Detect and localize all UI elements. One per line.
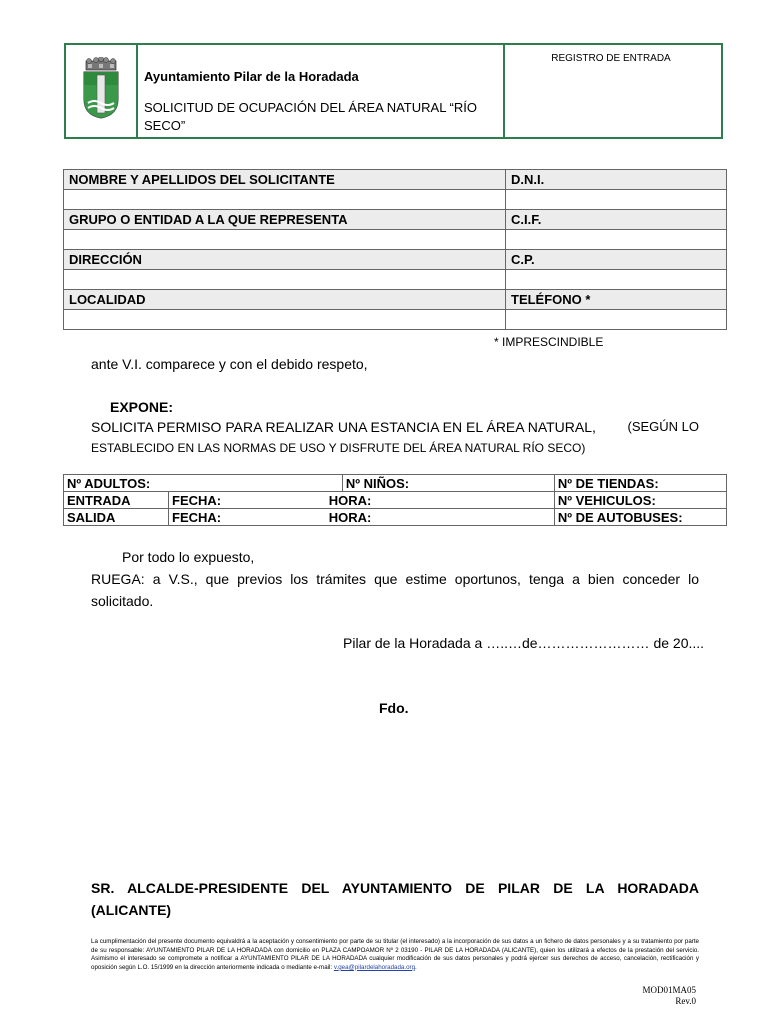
document-revision: Rev.0 <box>675 996 696 1006</box>
entry-time-label: HORA: <box>328 492 372 508</box>
exit-time-label: HORA: <box>328 509 372 525</box>
cif-field[interactable] <box>506 230 727 250</box>
registro-entrada-label: REGISTRO DE ENTRADA <box>551 53 671 64</box>
applicant-table <box>63 169 727 330</box>
ruega-line2: solicitado. <box>91 593 154 609</box>
coat-of-arms-icon <box>80 57 122 119</box>
cp-label: C.P. <box>506 250 727 270</box>
ruega-line1: RUEGA: a V.S., que previos los trámites que estime oportunos, tenga a bien conceder lo <box>91 571 699 587</box>
phone-label: TELÉFONO * <box>506 290 727 310</box>
legal-text: La cumplimentación del presente documento equivaldrá a la aceptación y consentimiento por parte de su titular (el interesado) a la incorporación de sus datos a un fichero de datos personales y a su tratamiento por parte de su responsable: AYUNTAMIENTO PILAR DE LA HORADADA con domicilio en PLAZA CAMPOAMOR Nº 2 03190 - PILAR DE LA HORADADA (ALICANTE), quien los utilizará a efectos de la prestación del servicio. Asimismo el interesado se compromete a notificar a AYUNTAMIENTO PILAR DE LA HORADADA cualquier modificación de sus datos personales y podrá ejercer sus derechos de acceso, cancelación, rectificación y oposición según L.O. 15/1999 en la dirección anteriormente indicada o mediante e-mail: <box>91 938 699 971</box>
cp-field[interactable] <box>506 270 727 290</box>
addressee-line1: SR. ALCALDE-PRESIDENTE DEL AYUNTAMIENTO DE PILAR DE LA HORADADA <box>91 880 699 896</box>
buses-field[interactable]: Nº DE AUTOBUSES: <box>554 509 726 526</box>
entry-date-label: FECHA: <box>172 492 222 508</box>
adults-field[interactable]: Nº ADULTOS: <box>64 475 343 492</box>
stay-table <box>63 474 727 526</box>
place-date-line[interactable]: Pilar de la Horadada a …..…de…………………… de 20.... <box>343 635 705 651</box>
expone-paren-end: ESTABLECIDO EN LAS NORMAS DE USO Y DISFRUTE DEL ÁREA NATURAL RÍO SECO) <box>91 441 586 455</box>
entry-label: ENTRADA <box>64 492 169 509</box>
legal-email-link[interactable]: v.gea@pilardelahoradada.org <box>333 963 416 971</box>
address-label: DIRECCIÓN <box>64 250 506 270</box>
header-divider <box>136 45 138 137</box>
exit-label: SALIDA <box>64 509 169 526</box>
expone-paren-start: (SEGÚN LO <box>627 419 699 434</box>
form-title: SOLICITUD DE OCUPACIÓN DEL ÁREA NATURAL “RÍO SECO” <box>144 100 477 133</box>
legal-notice <box>91 938 699 972</box>
addressee-line2: (ALICANTE) <box>91 902 172 918</box>
organization-name: Ayuntamiento Pilar de la Horadada <box>144 69 359 84</box>
signature-label[interactable]: Fdo. <box>379 700 409 716</box>
vehicles-field[interactable]: Nº VEHICULOS: <box>554 492 726 509</box>
name-field[interactable] <box>64 190 506 210</box>
name-label: NOMBRE Y APELLIDOS DEL SOLICITANTE <box>64 170 506 190</box>
phone-field[interactable] <box>506 310 727 330</box>
cif-label: C.I.F. <box>506 210 727 230</box>
group-label: GRUPO O ENTIDAD A LA QUE REPRESENTA <box>64 210 506 230</box>
group-field[interactable] <box>64 230 506 250</box>
required-note: * IMPRESCINDIBLE <box>494 335 604 349</box>
tents-field[interactable]: Nº DE TIENDAS: <box>554 475 726 492</box>
expone-title: EXPONE: <box>110 399 174 415</box>
entry-datetime[interactable] <box>169 492 555 509</box>
address-field[interactable] <box>64 270 506 290</box>
dni-label: D.N.I. <box>506 170 727 190</box>
exit-datetime[interactable] <box>169 509 555 526</box>
header-box <box>64 43 723 139</box>
por-todo-text: Por todo lo expuesto, <box>122 549 255 565</box>
locality-label: LOCALIDAD <box>64 290 506 310</box>
expone-text <box>91 419 699 435</box>
document-code: MOD01MA05 <box>642 985 696 995</box>
exit-date-label: FECHA: <box>172 509 222 525</box>
header-divider <box>503 45 505 137</box>
legal-end: . <box>415 963 417 971</box>
intro-text: ante V.I. comparece y con el debido respeto, <box>91 356 368 372</box>
children-field[interactable]: Nº NIÑOS: <box>342 475 554 492</box>
locality-field[interactable] <box>64 310 506 330</box>
dni-field[interactable] <box>506 190 727 210</box>
expone-main: SOLICITA PERMISO PARA REALIZAR UNA ESTANCIA EN EL ÁREA NATURAL, <box>91 419 596 435</box>
